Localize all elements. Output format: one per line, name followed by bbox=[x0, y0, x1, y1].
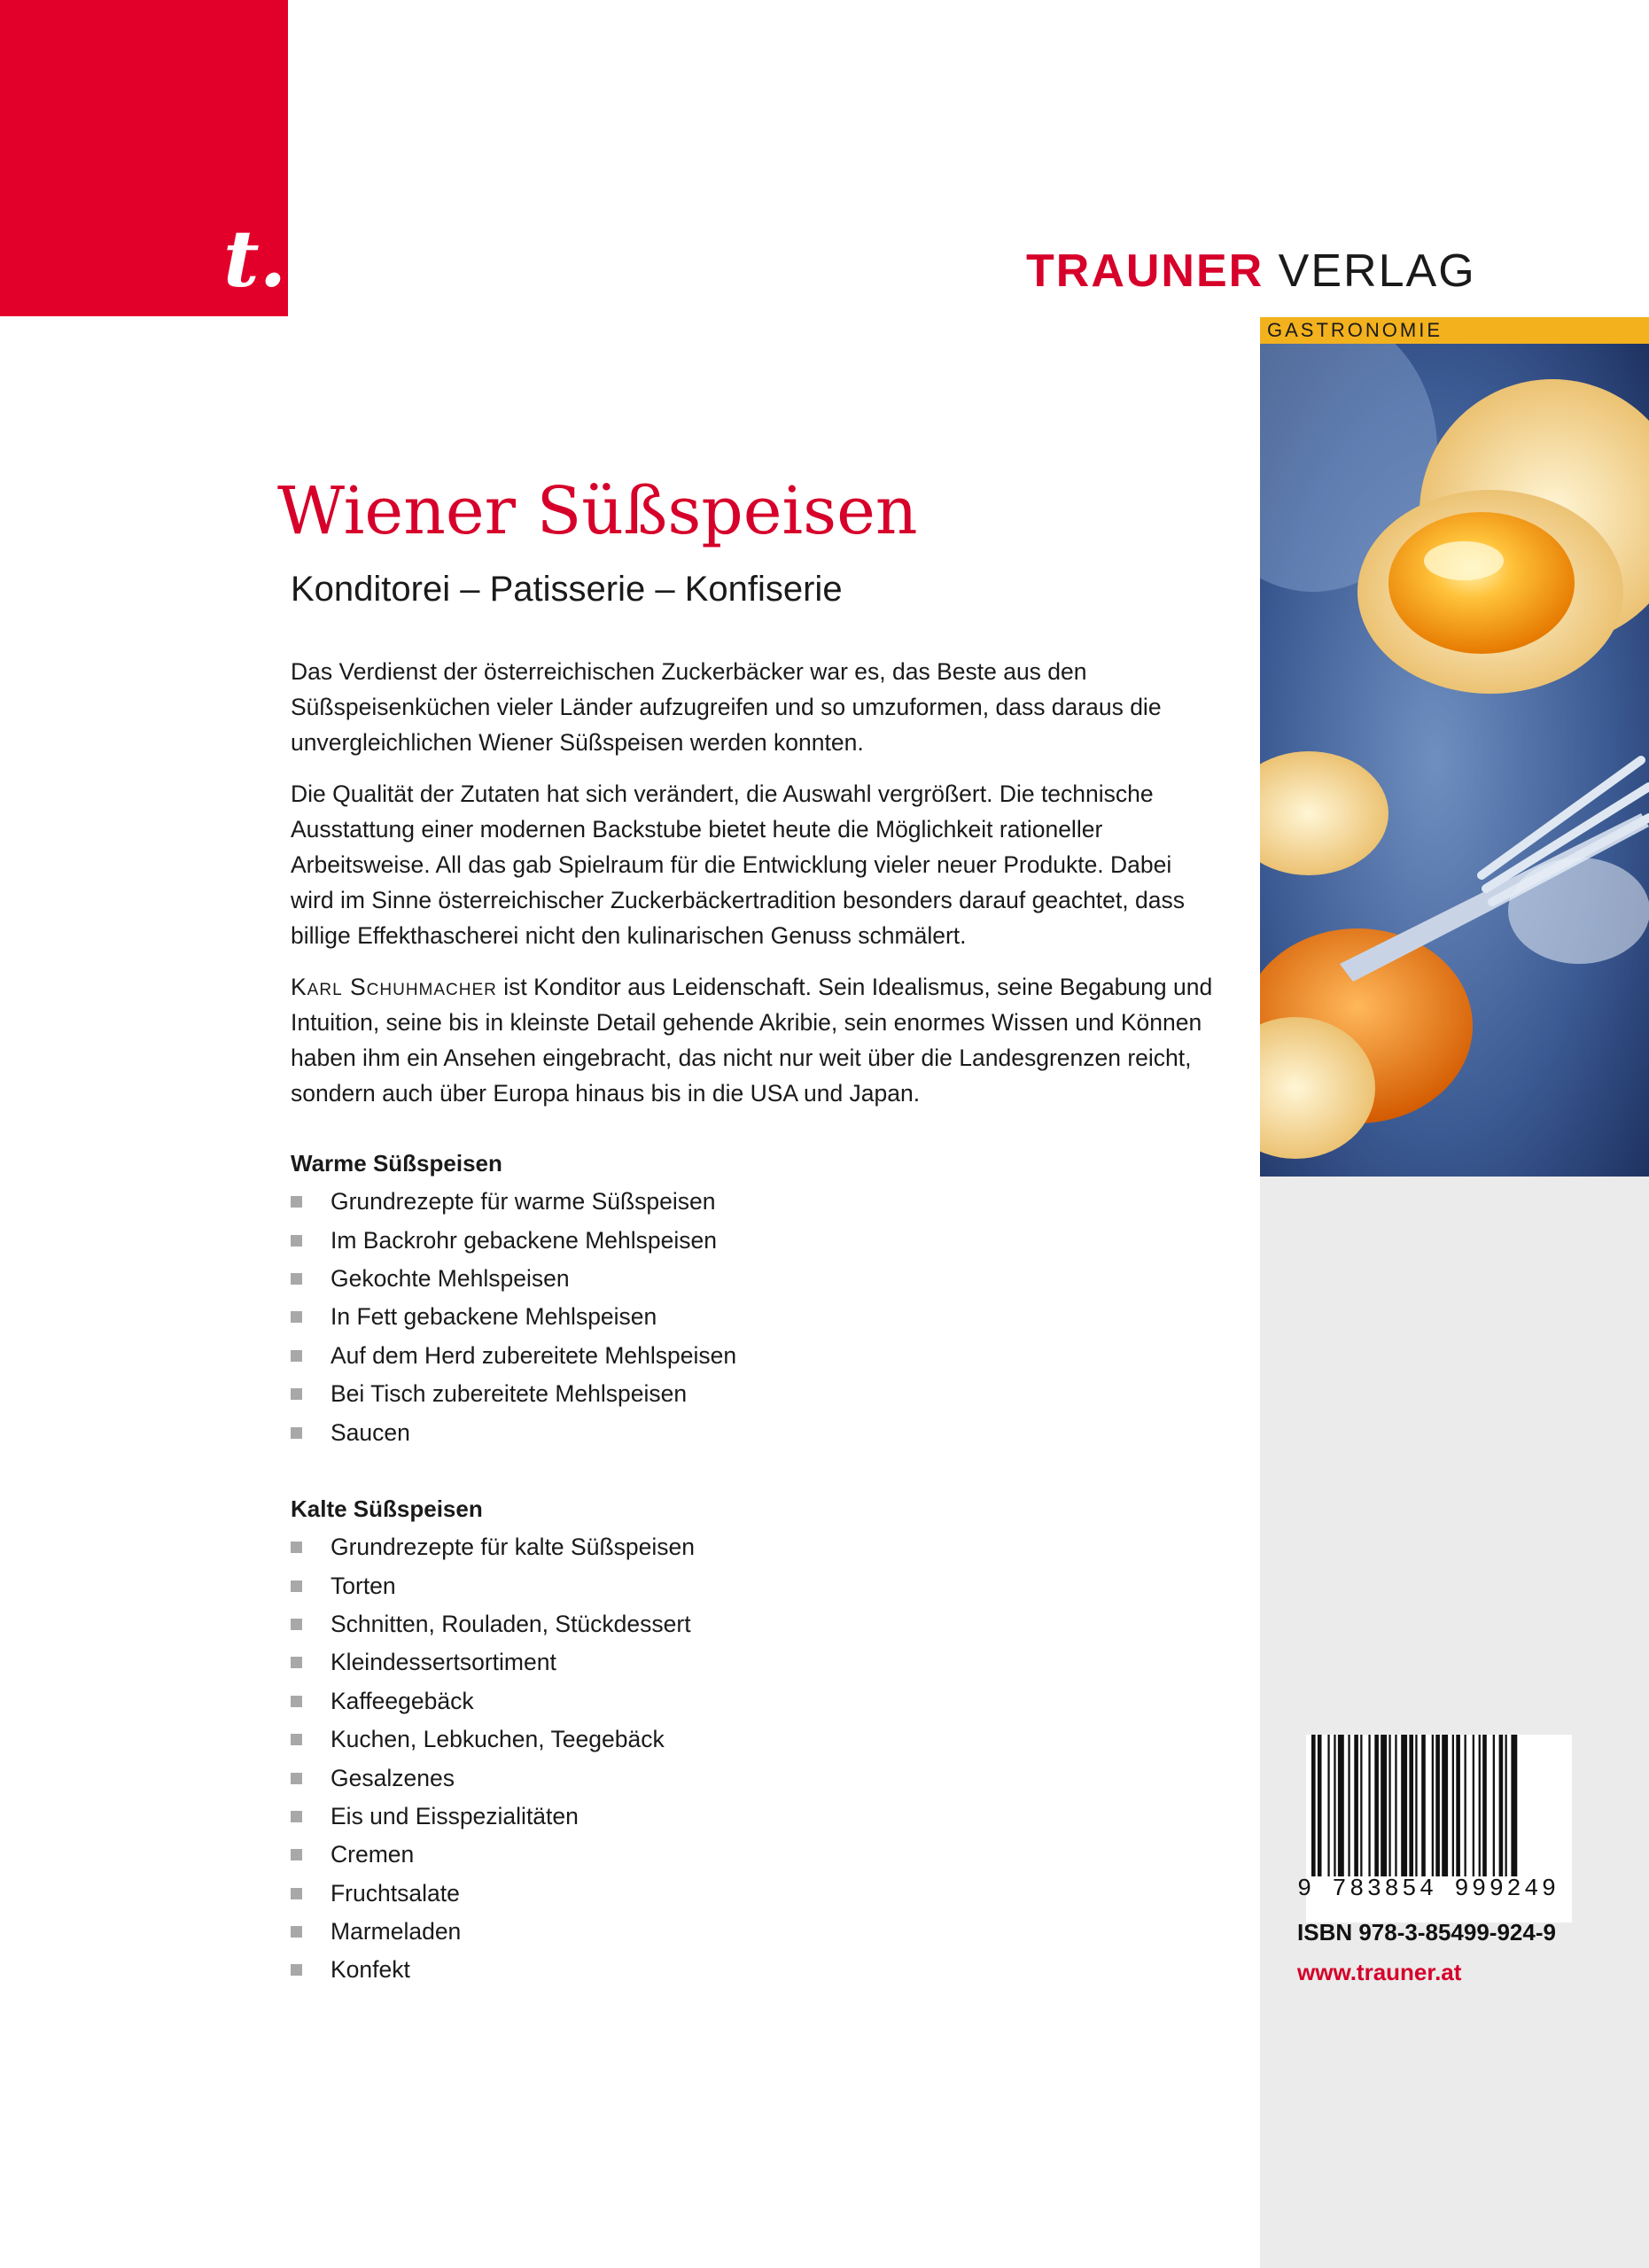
author-name: Karl Schuhmacher bbox=[291, 974, 497, 1000]
bullet-icon bbox=[291, 1696, 302, 1707]
list-item: Eis und Eisspezialitäten bbox=[291, 1798, 695, 1836]
cold-list bbox=[291, 1528, 695, 1990]
website-link[interactable]: www.trauner.at bbox=[1297, 1959, 1462, 1985]
bullet-icon bbox=[291, 1273, 302, 1285]
list-item: Kaffeegebäck bbox=[291, 1682, 695, 1720]
book-subtitle: Konditorei – Patisserie – Konfiserie bbox=[291, 570, 843, 609]
list-item: Kleindessertsortiment bbox=[291, 1643, 695, 1682]
list-item: In Fett gebackene Mehlspeisen bbox=[291, 1298, 736, 1336]
category-label: GASTRONOMIE bbox=[1267, 319, 1443, 341]
bullet-icon bbox=[291, 1849, 302, 1860]
bullet-icon bbox=[291, 1773, 302, 1784]
publisher-name-regular: VERLAG bbox=[1278, 245, 1476, 297]
bullet-icon bbox=[291, 1235, 302, 1247]
publisher-wordmark bbox=[1026, 245, 1476, 297]
barcode-digits: 9 783854 999249 bbox=[1297, 1876, 1560, 1903]
isbn: ISBN 978-3-85499-924-9 bbox=[1297, 1919, 1556, 1946]
list-item: Gekochte Mehlspeisen bbox=[291, 1260, 736, 1298]
list-item: Im Backrohr gebackene Mehlspeisen bbox=[291, 1221, 736, 1259]
list-item: Kuchen, Lebkuchen, Teegebäck bbox=[291, 1720, 695, 1759]
list-item: Grundrezepte für warme Süßspeisen bbox=[291, 1183, 736, 1221]
list-item: Auf dem Herd zubereitete Mehlspeisen bbox=[291, 1337, 736, 1375]
logo-mark: t. bbox=[223, 213, 287, 305]
bullet-icon bbox=[291, 1427, 302, 1439]
description-paragraph-2: Die Qualität der Zutaten hat sich verändert, die Auswahl vergrößert. Die technische Ausstattung einer modernen Backstube bietet heute die Möglichkeit rationeller Arbeitsweise. All das gab Spielraum für die Entwicklung vieler neuer Produkte. Dabei wird im Sinne österreichischer Zuckerbäckertradition besonders darauf geachtet, dass billige Effekthascherei nicht den kulinarischen Genuss schmälert. bbox=[291, 781, 1185, 949]
bullet-icon bbox=[291, 1619, 302, 1630]
bullet-icon bbox=[291, 1657, 302, 1668]
cold-section-heading: Kalte Süßspeisen bbox=[291, 1495, 483, 1522]
list-item: Grundrezepte für kalte Süßspeisen bbox=[291, 1528, 695, 1566]
list-item: Konfekt bbox=[291, 1951, 695, 1989]
bullet-icon bbox=[291, 1888, 302, 1899]
bullet-icon bbox=[291, 1311, 302, 1323]
list-item: Marmeladen bbox=[291, 1913, 695, 1951]
list-item: Fruchtsalate bbox=[291, 1875, 695, 1913]
cover-photo bbox=[1260, 344, 1649, 1177]
logo-block bbox=[0, 0, 288, 316]
bullet-icon bbox=[291, 1926, 302, 1938]
bullet-icon bbox=[291, 1581, 302, 1592]
bullet-icon bbox=[291, 1350, 302, 1362]
list-item: Saucen bbox=[291, 1413, 736, 1451]
list-item: Schnitten, Rouladen, Stückdessert bbox=[291, 1605, 695, 1643]
list-item: Gesalzenes bbox=[291, 1759, 695, 1797]
book-title: Wiener Süßspeisen bbox=[277, 473, 918, 549]
bullet-icon bbox=[291, 1196, 302, 1208]
publisher-name-bold: TRAUNER bbox=[1026, 245, 1264, 297]
bullet-icon bbox=[291, 1542, 302, 1553]
description-paragraph-3 bbox=[291, 969, 1221, 1111]
category-bar bbox=[1260, 317, 1649, 344]
bullet-icon bbox=[291, 1964, 302, 1976]
bullet-icon bbox=[291, 1388, 302, 1400]
warm-list bbox=[291, 1183, 736, 1452]
warm-section-heading: Warme Süßspeisen bbox=[291, 1150, 502, 1177]
description-paragraph-3-text: ist Konditor aus Leidenschaft. Sein Idealismus, seine Begabung und Intuition, seine bis in kleinste Detail gehende Akribie, sein enormes Wissen und Können haben ihm ein Ansehen eingebracht, das nicht nur weit über die Landesgrenzen reicht, sondern auch über Europa hinaus bis in die USA und Japan. bbox=[291, 974, 1213, 1107]
bullet-icon bbox=[291, 1811, 302, 1822]
bullet-icon bbox=[291, 1734, 302, 1745]
list-item: Torten bbox=[291, 1566, 695, 1604]
description bbox=[291, 654, 1221, 1127]
description-paragraph-1: Das Verdienst der österreichischen Zuckerbäcker war es, das Beste aus den Süßspeisenküchen vieler Länder aufzugreifen und so umzuformen, dass daraus die unvergleichlichen Wiener Süßspeisen werden konnten. bbox=[291, 658, 1162, 756]
list-item: Cremen bbox=[291, 1836, 695, 1874]
list-item: Bei Tisch zubereitete Mehlspeisen bbox=[291, 1375, 736, 1413]
